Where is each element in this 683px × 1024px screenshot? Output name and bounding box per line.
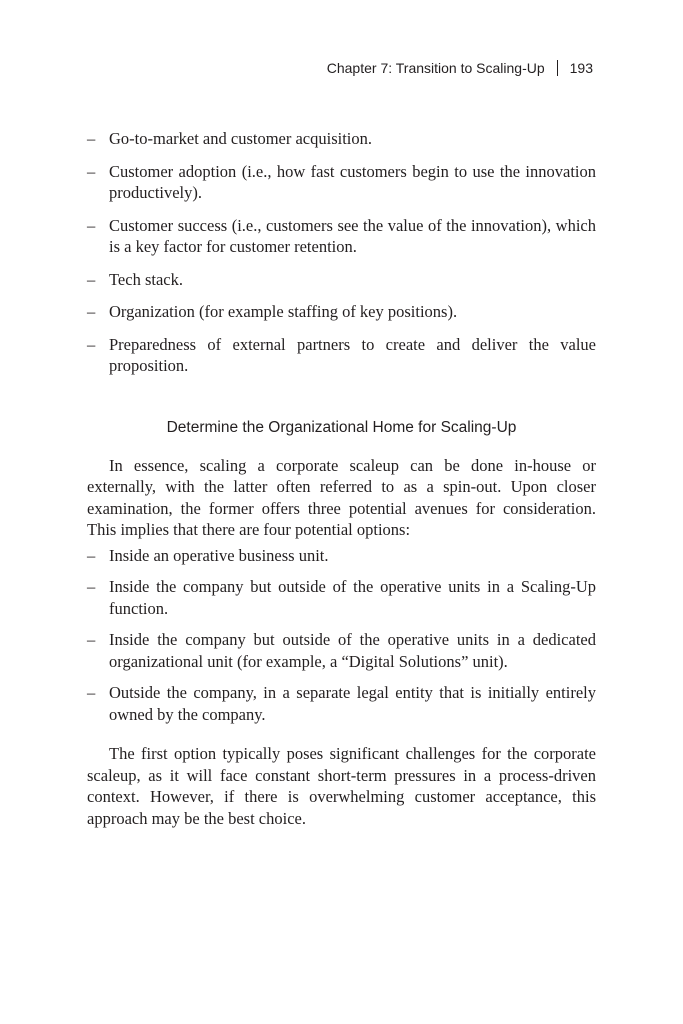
list-item: – Tech stack.	[87, 269, 596, 291]
scaling-factors-list	[87, 128, 596, 377]
section-heading: Determine the Organizational Home for Scaling-Up	[166, 418, 517, 436]
page-body	[87, 128, 596, 829]
chapter-title: Chapter 7: Transition to Scaling-Up	[326, 60, 545, 76]
body-paragraph: The first option typically poses significant challenges for the corporate scaleup, as it will face constant short-term pressures in a process-driven context. However, if there is overwhelming customer acceptance, this approach may be the best choice.	[87, 744, 596, 828]
body-paragraph: In essence, scaling a corporate scaleup can be done in-house or externally, with the latter often referred to as a spin-out. Upon closer examination, the former offers three potential avenues for consideration. This implies that there are four potential options:	[87, 455, 596, 539]
header-divider	[557, 60, 558, 76]
list-item: – Outside the company, in a separate legal entity that is initially entirely owned by the company.	[87, 682, 596, 725]
organizational-options-list	[87, 545, 596, 726]
list-item: – Go-to-market and customer acquisition.	[87, 128, 596, 150]
list-item: – Inside an operative business unit.	[87, 545, 596, 567]
list-item: – Customer success (i.e., customers see the value of the innovation), which is a key factor for customer retention.	[87, 215, 596, 258]
page-number: 193	[569, 60, 593, 76]
list-item: – Preparedness of external partners to create and deliver the value proposition.	[87, 334, 596, 377]
list-item: – Inside the company but outside of the operative units in a Scaling-Up function.	[87, 576, 596, 619]
running-header	[327, 60, 593, 76]
list-item: – Organization (for example staffing of key positions).	[87, 301, 596, 323]
list-item: – Inside the company but outside of the operative units in a dedicated organizational unit (for example, a “Digital Solutions” unit).	[87, 629, 596, 672]
list-item: – Customer adoption (i.e., how fast customers begin to use the innovation productively).	[87, 161, 596, 204]
